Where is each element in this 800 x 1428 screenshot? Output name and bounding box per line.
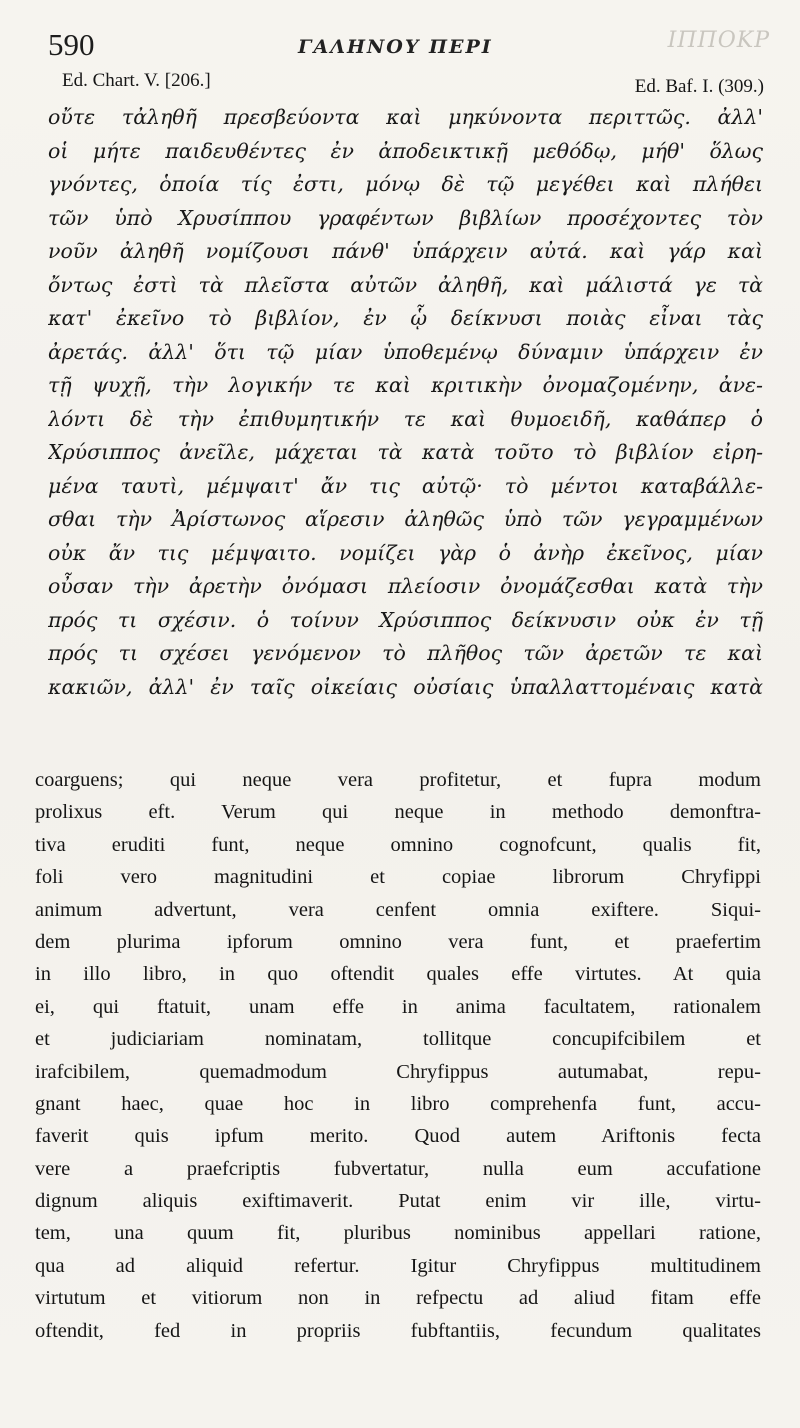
- greek-line: οὖσαν τὴν ἀρετὴν ὀνόμασι πλείοσιν ὀνομάζεσθαι κατὰ τὴν: [48, 574, 763, 598]
- latin-text-block: [35, 764, 761, 1347]
- latin-line: animum advertunt, vera cenfent omnia exiftere. Siqui-: [35, 898, 761, 921]
- greek-line: λόντι δὲ τὴν ἐπιθυμητικήν τε καὶ θυμοειδῆ, καθάπερ ὁ: [48, 406, 763, 431]
- latin-line: vere a praefcriptis fubvertatur, nulla eum accufatione: [35, 1157, 761, 1180]
- greek-line: κατ' ἐκεῖνο τὸ βιβλίον, ἐν ᾧ δείκνυσι ποιὰς εἶναι τὰς: [48, 306, 763, 330]
- greek-line: γνόντες, ὁποία τίς ἐστι, μόνῳ δὲ τῷ μεγέθει καὶ πλήθει: [48, 172, 763, 196]
- latin-line: et judiciariam nominatam, tollitque concupifcibilem et: [35, 1028, 761, 1051]
- latin-line: tem, una quum fit, pluribus nominibus appellari ratione,: [35, 1222, 761, 1245]
- greek-line: πρός τι σχέσιν. ὁ τοίνυν Χρύσιππος δείκνυσιν οὐκ ἐν τῇ: [48, 607, 763, 632]
- greek-line: σθαι τὴν Ἀρίστωνος αἵρεσιν ἀληθῶς ὑπὸ τῶν γεγραμμένων: [48, 507, 763, 531]
- greek-line: τῶν ὑπὸ Χρυσίππου γραφέντων βιβλίων προσέχοντες τὸν: [48, 205, 763, 230]
- page-number: 590: [48, 27, 95, 62]
- greek-line: ὄντως ἐστὶ τὰ πλεῖστα αὐτῶν ἀληθῆ, καὶ μάλιστά γε τὰ: [48, 272, 763, 297]
- latin-line: coarguens; qui neque vera profitetur, et fupra modum: [35, 769, 761, 791]
- edition-reference-right: Ed. Baf. I. (309.): [634, 76, 764, 97]
- greek-line: Χρύσιππος ἀνεῖλε, μάχεται τὰ κατὰ τοῦτο τὸ βιβλίον εἰρη-: [48, 440, 763, 464]
- latin-line: ei, qui ftatuit, unam effe in anima facultatem, rationalem: [35, 995, 761, 1018]
- greek-line: οὐκ ἄν τις μέμψαιτο. νομίζει γὰρ ὁ ἀνὴρ ἐκεῖνος, μίαν: [48, 540, 763, 565]
- latin-line: virtutum et vitiorum non in refpectu ad aliud fitam effe: [35, 1287, 761, 1310]
- greek-line: πρός τι σχέσει γενόμενον τὸ πλῆθος τῶν ἀρετῶν τε καὶ: [48, 641, 763, 665]
- greek-line: τῇ ψυχῇ, τὴν λογικήν τε καὶ κριτικὴν ὀνομαζομένην, ἀνε-: [48, 373, 763, 397]
- bleed-through-text: ΙΠΠΟΚΡ: [667, 28, 770, 53]
- latin-line: irafcibilem, quemadmodum Chryfippus autumabat, repu-: [35, 1060, 761, 1083]
- running-title: ΓΑΛΗΝΟΥ ΠΕΡΙ: [298, 36, 493, 58]
- greek-line: οἱ μήτε παιδευθέντες ἐν ἀποδεικτικῇ μεθόδῳ, μήθ' ὅλως: [48, 138, 763, 163]
- latin-line: faverit quis ipfum merito. Quod autem Ariftonis fecta: [35, 1125, 761, 1148]
- greek-line: κακιῶν, ἀλλ' ἐν ταῖς οἰκείαις οὐσίαις ὑπαλλαττομέναις κατὰ: [48, 674, 763, 699]
- latin-line: foli vero magnitudini et copiae librorum Chryfippi: [35, 866, 761, 889]
- greek-line: ἀρετάς. ἀλλ' ὅτι τῷ μίαν ὑποθεμένῳ δύναμιν ὑπάρχειν ἐν: [48, 339, 763, 364]
- latin-line: gnant haec, quae hoc in libro comprehenfa funt, accu-: [35, 1092, 761, 1115]
- latin-line: tiva eruditi funt, neque omnino cognofcunt, qualis fit,: [35, 833, 761, 856]
- greek-line: μένα ταυτὶ, μέμψαιτ' ἄν τις αὐτῷ· τὸ μέντοι καταβάλλε-: [48, 473, 763, 498]
- greek-line: νοῦν ἀληθῆ νομίζουσι πάνθ' ὑπάρχειν αὐτά. καὶ γάρ καὶ: [48, 239, 763, 263]
- latin-line: oftendit, fed in propriis fubftantiis, fecundum qualitates: [35, 1319, 761, 1342]
- latin-line: dem plurima ipforum omnino vera funt, et praefertim: [35, 930, 761, 953]
- latin-line: in illo libro, in quo oftendit quales effe virtutes. At quia: [35, 963, 761, 986]
- edition-reference-left: Ed. Chart. V. [206.]: [62, 70, 211, 91]
- latin-line: dignum aliquis exiftimaverit. Putat enim vir ille, virtu-: [35, 1190, 761, 1213]
- latin-line: prolixus eft. Verum qui neque in methodo demonftra-: [35, 801, 761, 824]
- latin-line: qua ad aliquid refertur. Igitur Chryfippus multitudinem: [35, 1254, 761, 1277]
- greek-text-block: [48, 101, 763, 704]
- greek-line: οὔτε τἀληθῆ πρεσβεύοντα καὶ μηκύνοντα περιττῶς. ἀλλ': [48, 105, 763, 129]
